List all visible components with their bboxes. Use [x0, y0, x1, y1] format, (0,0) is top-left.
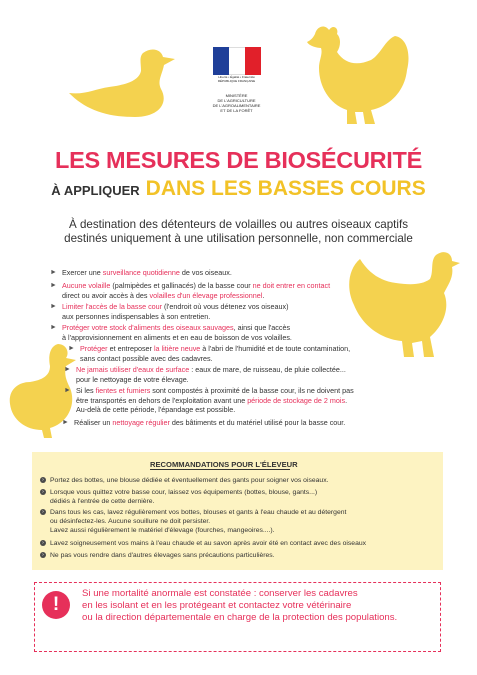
- recommendation-item: › Dans tous les cas, lavez régulièrement vos bottes, blouses et gants à l'eau chaude et au détergent ou désinfectez-les. Aucune souillure ne doit persister. Lavez aussi régulièrement le matériel d'élevage (fourches, mangeoires....).: [50, 508, 346, 535]
- measure-item: ► Protéger votre stock d'aliments des oiseaux sauvages, ainsi que l'accès à l'approvisionnement en aliments et en eau de boisson de vos volailles.: [50, 323, 292, 342]
- arrow-icon: ►: [62, 419, 69, 426]
- measure-item: ► Réaliser un nettoyage régulier des bâtiments et du matériel utilisé pour la basse cour.: [62, 418, 346, 427]
- chick-silhouette: [4, 340, 84, 440]
- sub-measure-item: ► Ne jamais utiliser d'eaux de surface : eaux de mare, de ruisseau, de pluie collectée... pour le nettoyage de votre élevage.: [64, 365, 346, 384]
- tricolor-flag-icon: [213, 47, 261, 75]
- turkey-silhouette: [340, 245, 470, 370]
- measure-item: ► Exercer une surveillance quotidienne de vos oiseaux.: [50, 268, 232, 277]
- exclamation-icon: !: [42, 591, 70, 619]
- arrow-icon: ►: [50, 324, 57, 331]
- recommendations-title: RECOMMANDATIONS POUR L'ÉLEVEUR: [150, 460, 298, 469]
- arrow-icon: ►: [50, 303, 57, 310]
- recommendation-item: › Lorsque vous quittez votre basse cour, laissez vos équipements (bottes, blouse, gants...) dédiés à l'entrée de cette dernière.: [50, 488, 317, 506]
- subtitle: À destination des détenteurs de volailles ou autres oiseaux captifs destinés uniquement à une utilisation personnelle, non commerciale: [64, 218, 413, 245]
- arrow-icon: ►: [64, 366, 71, 373]
- page-title: LES MESURES DE BIOSÉCURITÉ: [55, 147, 422, 173]
- sub-measure-item: ► Si les fientes et fumiers sont compostés à proximité de la basse cour, ils ne doivent pas être transportés en dehors de l'exploitation avant une période de stockage de 2 mois. Au-delà de cette période, l'épandage est possible.: [64, 386, 354, 415]
- measure-item: ► Aucune volaille (palmipèdes et gallinacés) de la basse cour ne doit entrer en contact direct ou avoir accès à des volailles d'un élevage professionnel.: [50, 281, 331, 300]
- bullet-icon: ›: [40, 540, 46, 546]
- arrow-icon: ►: [50, 269, 57, 276]
- bullet-icon: ›: [40, 477, 46, 483]
- title-small-part: À APPLIQUER: [51, 183, 140, 198]
- measure-item: ► Limiter l'accès de la basse cour (l'endroit où vous détenez vos oiseaux) aux personnes indispensables à son entretien.: [50, 302, 289, 321]
- recommendation-item: › Portez des bottes, une blouse dédiée et éventuellement des gants pour soigner vos oiseaux.: [50, 476, 328, 485]
- republic-motto: Liberté • Égalité • Fraternité: [218, 75, 255, 79]
- recommendation-item: › Lavez soigneusement vos mains à l'eau chaude et au savon après avoir été en contact avec des oiseaux: [50, 539, 366, 548]
- arrow-icon: ►: [68, 345, 75, 352]
- duck-silhouette: [65, 45, 185, 120]
- title-large-part: DANS LES BASSES COURS: [145, 177, 426, 200]
- recommendation-item: › Ne pas vous rendre dans d'autres élevages sans précautions particulières.: [50, 551, 275, 560]
- arrow-icon: ►: [50, 282, 57, 289]
- ministry-logo: [209, 47, 264, 119]
- arrow-icon: ►: [64, 387, 71, 394]
- republic-name: RÉPUBLIQUE FRANÇAISE: [217, 79, 256, 83]
- bullet-icon: ›: [40, 552, 46, 558]
- bullet-icon: ›: [40, 489, 46, 495]
- ministry-name: MINISTÈRE DE L'AGRICULTURE DE L'AGROALIMENTAIRE ET DE LA FORÊT: [212, 93, 261, 113]
- alert-text: Si une mortalité anormale est constatée : conserver les cadavres en les isolant et en les protégeant et contactez votre vétérinaire ou la direction départementale en charge de la protection des populations.: [82, 588, 398, 623]
- hen-silhouette: [295, 20, 415, 130]
- sub-measure-item: ► Protéger et entreposer la litière neuve à l'abri de l'humidité et de toute contamination, sans contact possible avec des cadavres.: [68, 344, 351, 363]
- bullet-icon: ›: [40, 509, 46, 515]
- page-title-line2: [0, 177, 477, 201]
